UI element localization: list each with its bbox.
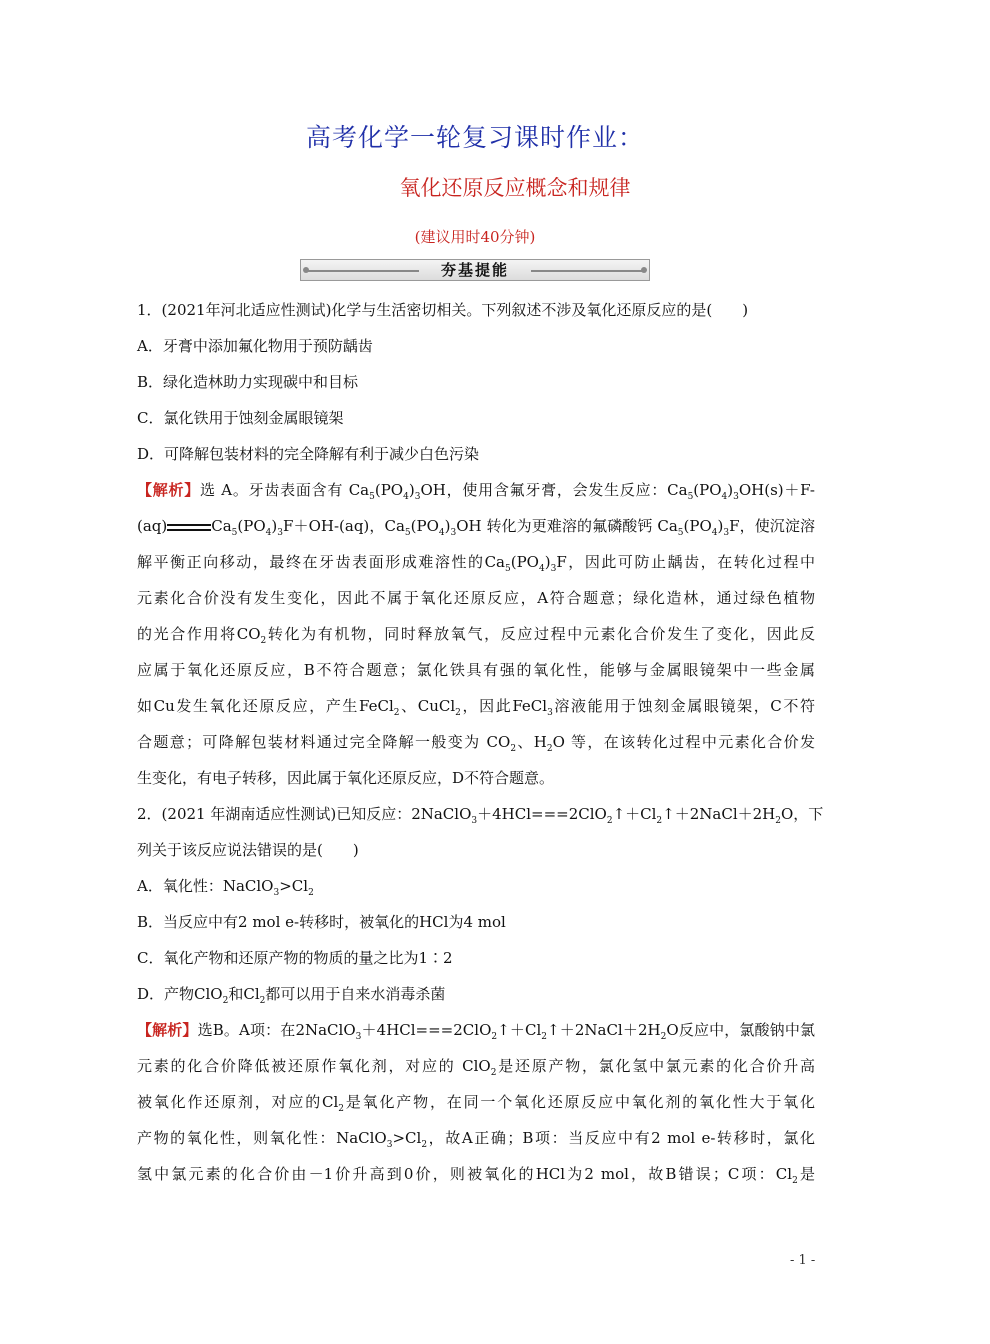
question-1-analysis-line: 的光合作用将$CO_2$转化为有机物，同时释放氧气，反应过程中元素化合价发生了变化，因此反 [137,625,815,646]
question-1-stem: 1．(2021年河北适应性测试)化学与生活密切相关。下列叙述不涉及氧化还原反应的是( ) [137,301,749,319]
question-1-option-c: C．氯化铁用于蚀刻金属眼镜架 [137,409,344,427]
question-1-analysis-line: 生变化，有电子转移，因此属于氧化还原反应，D不符合题意。 [137,769,555,787]
question-2-analysis-line: 氢中氯元素的化合价由－1价升高到0价，则被氧化的HCl为2 mol，故B错误；C项：$Cl_2$是 [137,1165,815,1186]
question-1-option-b: B．绿化造林助力实现碳中和目标 [137,373,359,391]
section-banner-label: 夯基提能 [440,261,509,279]
analysis-tag: 【解析】 [137,1021,198,1039]
banner-dot-right-icon [641,267,647,273]
question-1-analysis-line: 元素化合价没有发生变化，因此不属于氧化还原反应，A符合题意；绿化造林，通过绿色植物 [137,589,815,607]
question-2-analysis-line: 产物的氧化性，则氧化性：$NaClO_3>Cl_2$，故A正确；B项：当反应中有2 mol e-转移时，氯化 [137,1129,815,1150]
banner-line-right [531,270,643,272]
question-2-option-d: D．产物ClO$_2$和$Cl_2$都可以用于自来水消毒杀菌 [137,985,446,1006]
section-banner [300,259,650,281]
question-1-analysis-line: 合题意；可降解包装材料通过完全降解一般变为 $CO_2$、$H_2O$ 等，在该转化过程中元素化合价发 [137,733,815,754]
question-1-analysis-line: 【解析】选 A。牙齿表面含有 $Ca_5(PO_4)_3OH$，使用含氟牙膏，会发生反应：$Ca_5(PO_4)_3OH(s)+F-$ [137,481,815,502]
question-2-option-a: A．氧化性：$NaClO_3>Cl_2$ [137,877,314,898]
question-2-analysis-line: 【解析】选B。A项：在$2NaClO_3+4HCl===2ClO_2↑+Cl_2↑+2NaCl+2H_2O$反应中，氯酸钠中氯 [137,1021,815,1042]
reversible-arrow-icon [167,520,211,534]
page-subtitle: 氧化还原反应概念和规律 [399,176,631,200]
question-1-analysis-line: (aq) $Ca_5(PO_4)_3F+OH-(aq)$，$Ca_5(PO_4)_3OH$ 转化为更难溶的氟磷酸钙 $Ca_5(PO_4)_3F$，使沉淀溶 [137,517,815,538]
question-2-analysis-line: 被氧化作还原剂，对应的$Cl_2$是氧化产物，在同一个氧化还原反应中氧化剂的氧化性大于氧化 [137,1093,815,1114]
analysis-tag: 【解析】 [137,481,201,499]
question-1-analysis-line: 如Cu发生氧化还原反应，产生FeCl$_2$、CuCl$_2$，因此FeCl$_3$溶液能用于蚀刻金属眼镜架，C不符 [137,697,815,718]
question-2-analysis-line: 元素的化合价降低被还原作氧化剂，对应的 ClO$_2$是还原产物，氯化氢中氯元素的化合价升高 [137,1057,815,1078]
question-1-option-a: A．牙膏中添加氟化物用于预防龋齿 [137,337,373,355]
document-body [137,292,824,1192]
question-1-analysis-line: 应属于氧化还原反应，B不符合题意；氯化铁具有强的氧化性，能够与金属眼镜架中一些金属 [137,661,815,679]
time-hint: (建议用时40分钟) [414,228,536,246]
question-2-option-b: B．当反应中有2 mol e-转移时，被氧化的HCl为4 mol [137,913,506,931]
question-1-analysis-line: 解平衡正向移动，最终在牙齿表面形成难溶性的$Ca_5(PO_4)_3F$，因此可防止龋齿，在转化过程中 [137,553,815,574]
question-2-stem: 2．(2021 年湖南适应性测试)已知反应：$2NaClO_3+4HCl===2ClO_2↑+Cl_2↑+2NaCl+2H_2O$，下 [137,805,824,826]
question-1-option-d: D．可降解包装材料的完全降解有利于减少白色污染 [137,445,480,463]
page-number: - 1 - [790,1253,816,1268]
question-2-stem: 列关于该反应说法错误的是( ) [137,841,359,859]
page-title: 高考化学一轮复习课时作业： [305,123,644,152]
question-2-option-c: C．氧化产物和还原产物的物质的量之比为1∶2 [137,949,453,967]
